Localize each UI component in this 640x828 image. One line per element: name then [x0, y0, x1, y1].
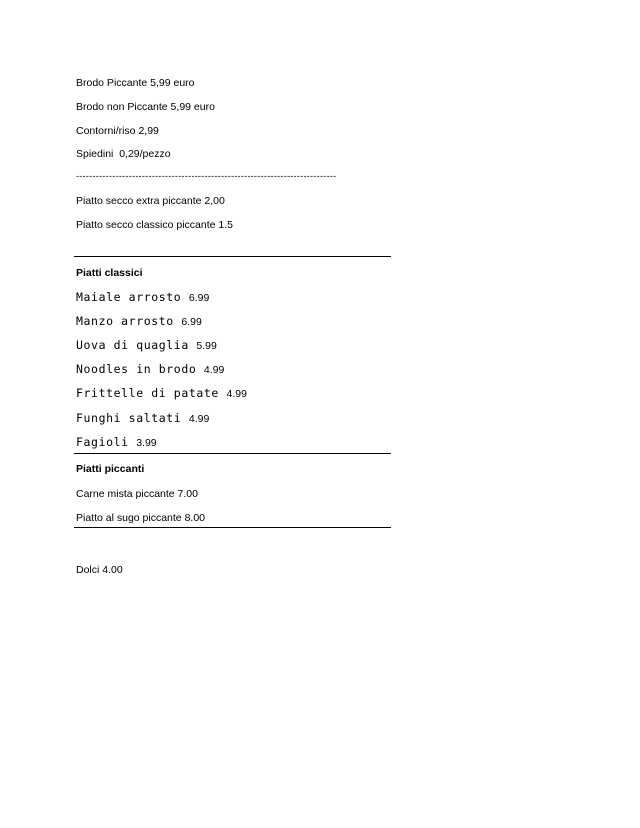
menu-item-noodles: [76, 362, 224, 377]
menu-item-frittelle: [76, 386, 247, 401]
menu-item-secco-extra: Piatto secco extra piccante 2,00: [76, 195, 225, 207]
dish-name: Fagioli: [76, 435, 129, 449]
dish-name: Frittelle di patate: [76, 386, 219, 400]
section-heading-piccanti: Piatti piccanti: [76, 463, 145, 475]
dish-name: Maiale arrosto: [76, 290, 182, 304]
section-rule-top: [74, 256, 391, 257]
dish-name: Noodles in brodo: [76, 362, 197, 376]
section-heading-classici: Piatti classici: [76, 267, 143, 279]
menu-item-piatto-sugo: Piatto al sugo piccante 8.00: [76, 512, 206, 524]
section-rule-middle: [74, 453, 391, 454]
dish-name: Funghi saltati: [76, 411, 182, 425]
menu-item-brodo-non-piccante: Brodo non Piccante 5,99 euro: [76, 101, 215, 113]
dish-price: 4.99: [203, 364, 225, 376]
dish-price: 5.99: [196, 340, 217, 352]
dish-price: 4.99: [226, 388, 247, 400]
menu-item-secco-classico: Piatto secco classico piccante 1.5: [76, 219, 233, 231]
dish-price: 6.99: [181, 316, 202, 328]
menu-item-spiedini: Spiedini 0,29/pezzo: [76, 148, 171, 160]
section-rule-bottom: [74, 527, 391, 528]
menu-item-funghi: [76, 411, 209, 426]
dish-name: Uova di quaglia: [76, 338, 189, 352]
menu-item-manzo: [76, 314, 202, 329]
menu-item-maiale: [76, 290, 209, 305]
menu-item-dolci: Dolci 4.00: [76, 564, 123, 576]
menu-item-fagioli: [76, 435, 157, 450]
dashed-separator: -------------------------------------------------------------------------------: [76, 171, 337, 181]
menu-item-brodo-piccante: Brodo Piccante 5,99 euro: [76, 77, 195, 89]
menu-item-carne-mista: Carne mista piccante 7.00: [76, 488, 198, 500]
dish-name: Manzo arrosto: [76, 314, 174, 328]
dish-price: 6.99: [188, 292, 210, 304]
dish-price: 3.99: [136, 437, 157, 449]
menu-item-contorni: Contorni/riso 2,99: [76, 125, 159, 137]
dish-price: 4.99: [188, 413, 210, 425]
menu-item-uova: [76, 338, 217, 353]
